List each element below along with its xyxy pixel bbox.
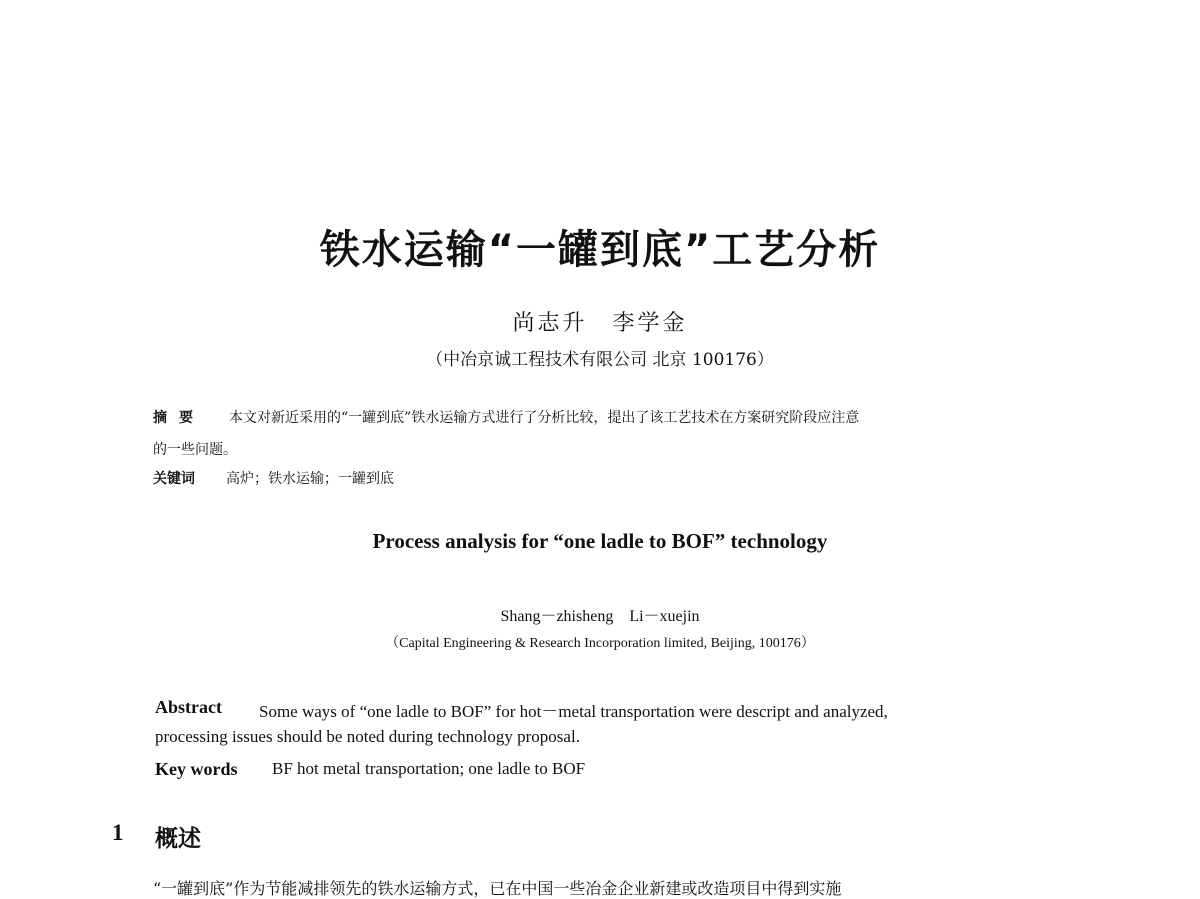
english-authors: Shang－zhisheng Li－xuejin: [500, 608, 700, 625]
chinese-abstract-label: 摘要: [153, 410, 205, 426]
section-title: 概述: [155, 826, 201, 852]
chinese-abstract-line-1: 本文对新近采用的“一罐到底”铁水运输方式进行了分析比较，提出了该工艺技术在方案研究阶段应注意: [229, 410, 860, 426]
section-body-first-line: “一罐到底”作为节能减排领先的铁水运输方式，已在中国一些冶金企业新建或改造项目中得到实施: [153, 879, 842, 898]
chinese-keywords-label: 关键词: [153, 471, 195, 487]
chinese-keywords: 高炉；铁水运输；一罐到底: [226, 471, 394, 487]
chinese-abstract-line-2: 的一些问题。: [153, 442, 237, 458]
chinese-title: 铁水运输“一罐到底”工艺分析: [319, 227, 881, 273]
english-keywords-label: Key words: [155, 759, 238, 779]
chinese-affiliation: （中冶京诚工程技术有限公司 北京 100176）: [426, 350, 774, 370]
english-affiliation: （Capital Engineering & Research Incorporation limited, Beijing, 100176）: [385, 636, 815, 651]
section-number: 1: [112, 820, 124, 845]
english-title: Process analysis for “one ladle to BOF” technology: [372, 529, 828, 553]
english-keywords: BF hot metal transportation; one ladle to BOF: [272, 759, 586, 778]
english-abstract-label: Abstract: [155, 697, 222, 717]
chinese-authors: 尚志升 李学金: [512, 311, 688, 336]
english-abstract-line-2: processing issues should be noted during technology proposal.: [155, 727, 580, 746]
english-abstract-line-1: Some ways of “one ladle to BOF” for hot－metal transportation were descript and analyzed,: [259, 702, 888, 721]
